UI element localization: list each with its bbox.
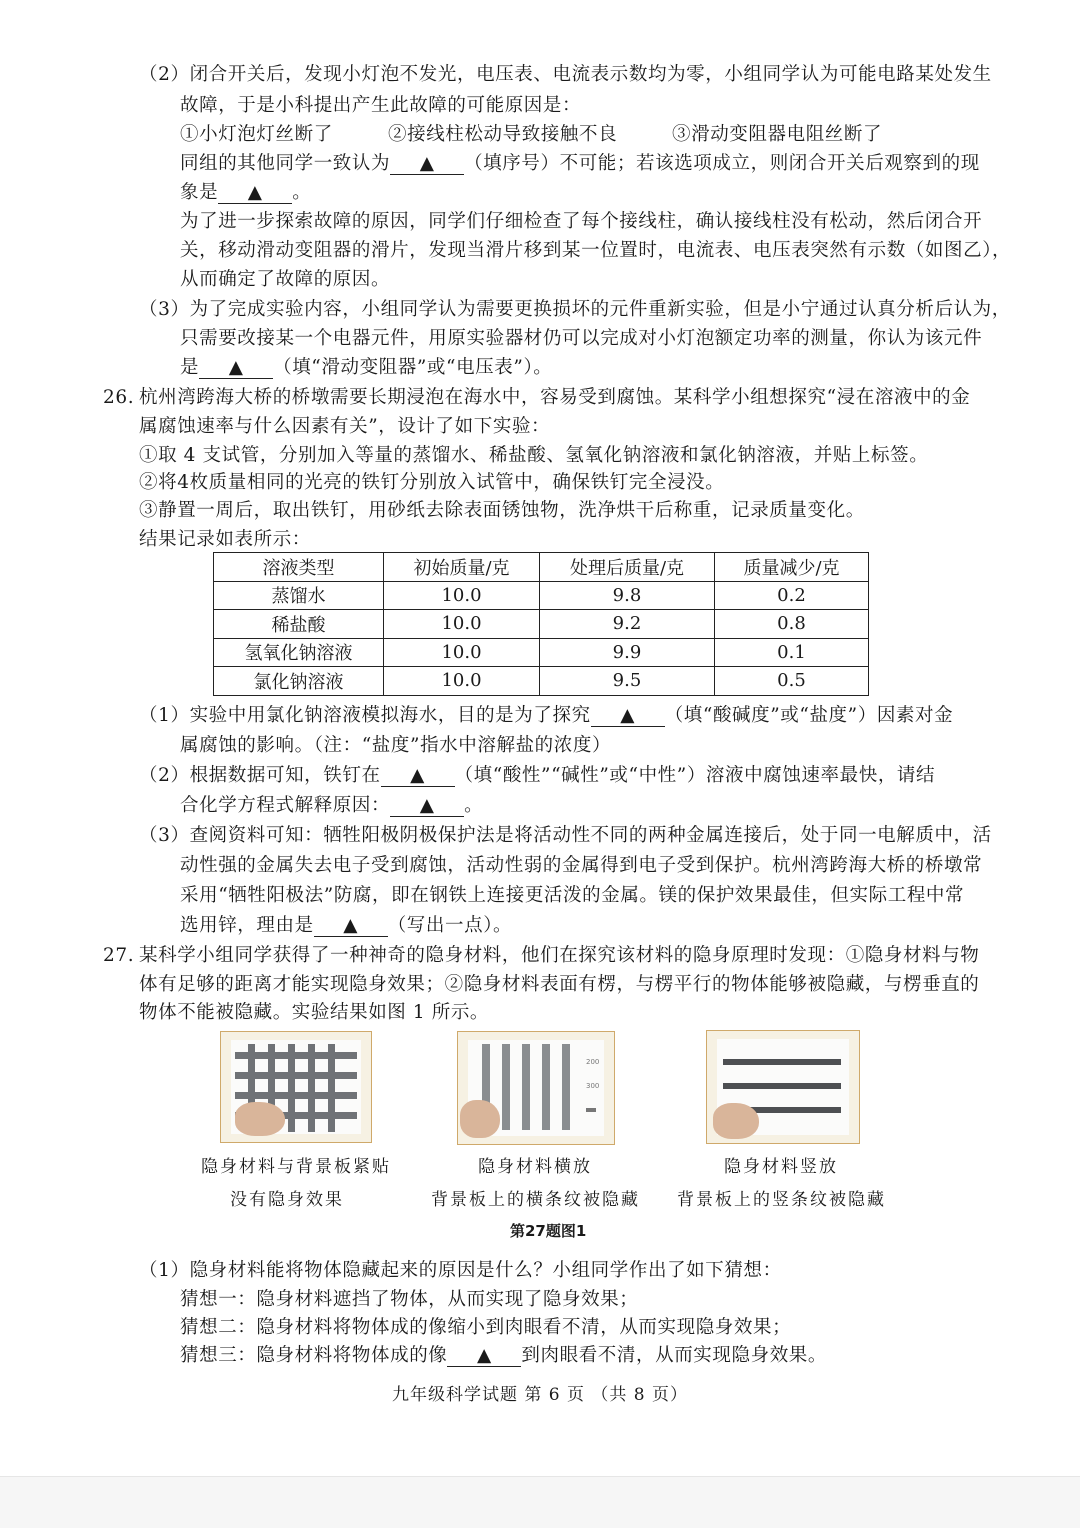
table-row — [214, 638, 869, 667]
q26-line1: 杭州湾跨海大桥的桥墩需要长期浸泡在海水中，容易受到腐蚀。某科学小组想探究“浸在溶液中的金 — [139, 387, 971, 408]
answer-blank[interactable] — [591, 702, 665, 727]
q26-1-text-a: （1）实验中用氯化钠溶液模拟海水，目的是为了探究 — [139, 705, 591, 726]
table-header-cell: 质量减少/克 — [715, 553, 869, 582]
answer-blank[interactable] — [447, 1342, 521, 1367]
figure-title: 第27题图1 — [510, 1222, 587, 1240]
q25-2-line5 — [180, 179, 311, 207]
blank-triangle-icon: ▲ — [228, 357, 244, 378]
table-cell: 9.8 — [540, 581, 715, 610]
answer-blank[interactable] — [199, 354, 273, 379]
table-row — [214, 667, 869, 696]
q25-2-line4-text-a: 同组的其他同学一致认为 — [180, 153, 391, 174]
q25-2-line4-text-b: （填序号）不可能；若该选项成立，则闭合开关后观察到的现 — [464, 153, 980, 174]
table-cell: 10.0 — [384, 667, 540, 696]
answer-blank[interactable] — [218, 179, 292, 204]
q26-2-text-d: 。 — [464, 795, 484, 816]
q25-3-line3-text-a: 是 — [180, 357, 200, 378]
q26-step3: ③静置一周后，取出铁钉，用砂纸去除表面锈蚀物，洗净烘干后称重，记录质量变化。 — [139, 500, 865, 521]
results-table — [213, 552, 869, 696]
table-cell: 9.2 — [540, 610, 715, 639]
blank-triangle-icon: ▲ — [410, 765, 425, 786]
table-cell: 0.8 — [715, 610, 869, 639]
q26-3-text-d: 选用锌，理由是 — [180, 915, 314, 936]
caption-1-line2: 没有隐身效果 — [230, 1190, 344, 1210]
answer-blank[interactable] — [390, 792, 464, 817]
q25-3-line3-text-b: （填“滑动变阻器”或“电压表”）。 — [273, 357, 553, 378]
q26-2-text-a: （2）根据数据可知，铁钉在 — [139, 765, 381, 786]
q25-2-line2: 故障，于是小科提出产生此故障的可能原因是： — [180, 95, 582, 116]
blank-triangle-icon: ▲ — [476, 1345, 492, 1366]
q25-2-line5-text-b: 。 — [292, 182, 312, 203]
answer-blank[interactable] — [314, 912, 388, 937]
q26-1-text-b: （填“酸碱度”或“盐度”）因素对金 — [664, 705, 954, 726]
q27-guess-1: 猜想一：隐身材料遮挡了物体，从而实现了隐身效果； — [180, 1289, 639, 1310]
table-cell: 氯化钠溶液 — [214, 667, 384, 696]
q26-2-text-b: （填“酸性”“碱性”或“中性”）溶液中腐蚀速率最快，请结 — [454, 765, 936, 786]
photo-material-horizontal — [457, 1031, 615, 1145]
blank-triangle-icon: ▲ — [343, 915, 359, 936]
q27-line1: 某科学小组同学获得了一种神奇的隐身材料，他们在探究该材料的隐身原理时发现：①隐身材料与物 — [139, 945, 980, 966]
q25-2-option-1: ①小灯泡灯丝断了 — [180, 124, 333, 145]
blank-triangle-icon: ▲ — [620, 705, 636, 726]
board-mark: 300 — [586, 1082, 600, 1090]
q26-3-line1: （3）查阅资料可知：牺牲阳极阴极保护法是将活动性不同的两种金属连接后，处于同一电解质中，活 — [139, 825, 992, 846]
q25-3-line3 — [180, 354, 552, 382]
caption-2-line2: 背景板上的横条纹被隐藏 — [431, 1190, 640, 1210]
q26-step1: ①取 4 支试管，分别加入等量的蒸馏水、稀盐酸、氢氧化钠溶液和氯化钠溶液，并贴上标签。 — [139, 445, 929, 466]
table-cell: 氢氧化钠溶液 — [214, 638, 384, 667]
q27-guess-3-text-a: 猜想三：隐身材料将物体成的像 — [180, 1345, 448, 1366]
q26-3-line2: 动性强的金属失去电子受到腐蚀，活动性弱的金属得到电子受到保护。杭州湾跨海大桥的桥墩常 — [180, 855, 983, 876]
table-row — [214, 610, 869, 639]
table-cell: 稀盐酸 — [214, 610, 384, 639]
q27-guess-3 — [180, 1342, 827, 1370]
table-cell: 10.0 — [384, 610, 540, 639]
table-header-cell: 处理后质量/克 — [540, 553, 715, 582]
table-cell: 0.2 — [715, 581, 869, 610]
photo-grid-no-effect — [220, 1031, 372, 1143]
table-header-cell: 初始质量/克 — [384, 553, 540, 582]
q25-2-line7: 关，移动滑动变阻器的滑片，发现当滑片移到某一位置时，电流表、电压表突然有示数（如图乙）， — [180, 240, 1012, 261]
q26-2-line2 — [180, 792, 483, 820]
table-cell: 蒸馏水 — [214, 581, 384, 610]
table-cell: 0.5 — [715, 667, 869, 696]
q26-3-line3: 采用“牺牲阳极法”防腐，即在钢铁上连接更活泼的金属。镁的保护效果最佳，但实际工程中常 — [180, 885, 965, 906]
table-cell: 10.0 — [384, 638, 540, 667]
table-cell: 9.5 — [540, 667, 715, 696]
blank-triangle-icon: ▲ — [419, 795, 435, 816]
q25-2-line4 — [180, 150, 980, 178]
caption-2-line1: 隐身材料横放 — [478, 1157, 592, 1177]
q27-line3: 物体不能被隐藏。实验结果如图 1 所示。 — [139, 1002, 490, 1023]
q26-1-line2: 属腐蚀的影响。（注：“盐度”指水中溶解盐的浓度） — [180, 735, 612, 756]
q26-3-text-e: （写出一点）。 — [387, 915, 513, 936]
caption-3-line1: 隐身材料竖放 — [724, 1157, 838, 1177]
q25-2-line5-text-a: 象是 — [180, 182, 219, 203]
q27-guess-2: 猜想二：隐身材料将物体成的像缩小到肉眼看不清，从而实现隐身效果； — [180, 1317, 792, 1338]
q25-3-line2: 只需要改接某一个电器元件，用原实验器材仍可以完成对小灯泡额定功率的测量，你认为该元件 — [180, 328, 983, 349]
q25-2-line8: 从而确定了故障的原因。 — [180, 269, 391, 290]
q26-step2: ②将4枚质量相同的光亮的铁钉分别放入试管中，确保铁钉完全浸没。 — [139, 472, 725, 493]
hand — [460, 1100, 500, 1138]
photo-material-vertical — [706, 1030, 860, 1144]
q27-number: 27. — [103, 945, 135, 966]
answer-blank[interactable] — [381, 762, 455, 787]
q25-2-line1: （2）闭合开关后，发现小灯泡不发光，电压表、电流表示数均为零，小组同学认为可能电路某处发生 — [139, 64, 992, 85]
hand — [235, 1102, 285, 1136]
q26-number: 26. — [103, 387, 135, 408]
q26-2-line1 — [139, 762, 935, 790]
page-footer: 九年级科学试题 第 6 页 （共 8 页） — [391, 1385, 689, 1405]
q26-1-line1 — [139, 702, 953, 730]
q25-2-line6: 为了进一步探索故障的原因，同学们仔细检查了每个接线柱，确认接线柱没有松动，然后闭合开 — [180, 211, 983, 232]
q26-2-text-c: 合化学方程式解释原因： — [180, 795, 391, 816]
q27-line2: 体有足够的距离才能实现隐身效果；②隐身材料表面有楞，与楞平行的物体能够被隐藏，与楞垂直的 — [139, 974, 980, 995]
table-cell: 9.9 — [540, 638, 715, 667]
q27-1-line1: （1）隐身材料能将物体隐藏起来的原因是什么？小组同学作出了如下猜想： — [139, 1260, 782, 1281]
table-header-cell: 溶液类型 — [214, 553, 384, 582]
blank-triangle-icon: ▲ — [419, 153, 435, 174]
table-row — [214, 581, 869, 610]
q27-guess-3-text-b: 到肉眼看不清，从而实现隐身效果。 — [521, 1345, 828, 1366]
hand — [713, 1103, 759, 1139]
table-header-row — [214, 553, 869, 582]
bottom-bar — [0, 1476, 1080, 1528]
caption-3-line2: 背景板上的竖条纹被隐藏 — [677, 1190, 886, 1210]
blank-triangle-icon: ▲ — [247, 182, 263, 203]
table-cell: 0.1 — [715, 638, 869, 667]
q25-2-option-2: ②接线柱松动导致接触不良 — [388, 124, 618, 145]
q26-3-line4 — [180, 912, 512, 940]
q26-line2: 属腐蚀速率与什么因素有关”，设计了如下实验： — [139, 416, 551, 437]
table-cell: 10.0 — [384, 581, 540, 610]
caption-1-line1: 隐身材料与背景板紧贴 — [201, 1157, 391, 1177]
answer-blank[interactable] — [390, 150, 464, 175]
q25-2-option-3: ③滑动变阻器电阻丝断了 — [672, 124, 883, 145]
q25-3-line1: （3）为了完成实验内容，小组同学认为需要更换损坏的元件重新实验，但是小宁通过认真分析后认为， — [139, 299, 1011, 320]
board-mark: 200 — [586, 1058, 600, 1066]
q26-table-intro: 结果记录如表所示： — [139, 529, 311, 550]
